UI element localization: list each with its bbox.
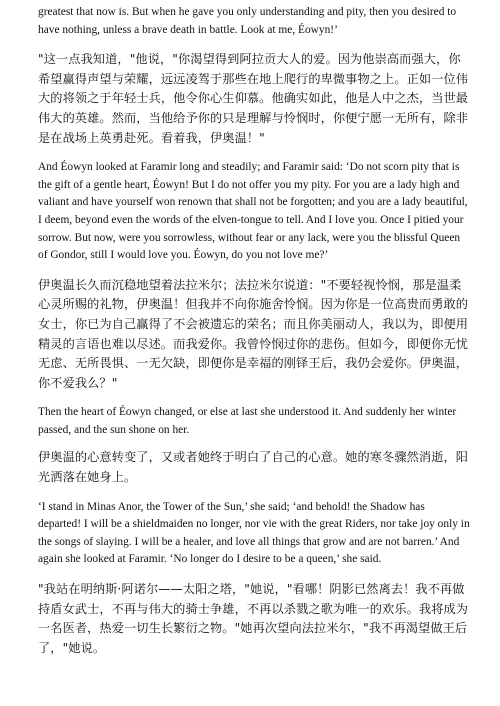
paragraph-en-1: greatest that now is. But when he gave you only understanding and pity, then you desired to have nothing, unless a brave death in battle. Look at me, Éowyn!’ bbox=[38, 6, 457, 36]
paragraph-en-3: Then the heart of Éowyn changed, or else at last she understood it. And suddenly her winter passed, and the sun shone on her. bbox=[38, 406, 457, 436]
paragraph-en-4: ‘I stand in Minas Anor, the Tower of the Sun,’ she said; ‘and behold! the Shadow has departed! I will be a shieldmaiden no longer, nor vie with the great Riders, nor take joy only in the songs of slaying. I will be a healer, and love all things that grow and are not barren.’ And again she looked at Faramir. ‘No longer do I desire to be a queen,’ she said. bbox=[38, 500, 470, 566]
paragraph-zh-2: 伊奥温长久而沉稳地望着法拉米尔；法拉米尔说道："不要轻视怜悯，那是温柔心灵所赐的礼物，伊奥温！但我并不向你施舍怜悯。因为你是一位高贵而勇敢的女士，你已为自己赢得了不会被遗忘的荣名；而且你美丽动人，我以为，即便用精灵的言语也难以尽述。而我爱你。我曾怜悯过你的悲伤。但如今，即便你无忧无虑、无所畏惧、一无欠缺，即便你是幸福的刚铎王后，我仍会爱你。伊奥温，你不爱我么？" bbox=[38, 277, 469, 390]
paragraph-zh-4: "我站在明纳斯·阿诺尔——太阳之塔，"她说，"看哪！阴影已然离去！我不再做持盾女武士，不再与伟大的骑士争雄，不再以杀戮之歌为唯一的欢乐。我将成为一名医者，热爱一切生长繁衍之物。"她再次望向法拉米尔，"我不再渴望做王后了，"她说。 bbox=[38, 582, 469, 655]
paragraph-en-2: And Éowyn looked at Faramir long and steadily; and Faramir said: ‘Do not scorn pity that is the gift of a gentle heart, Éowyn! But I do not offer you my pity. For you are a lady high and valiant and have yourself won renown that shall not be forgotten; and you are a lady beautiful, I deem, beyond even the words of the elven-tongue to tell. And I love you. Once I pitied your sorrow. But now, were you sorrowless, without fear or any lack, were you the blissful Queen of Gondor, still I would love you. Éowyn, do you not love me?’ bbox=[38, 161, 468, 262]
paragraph-zh-3: 伊奥温的心意转变了，又或者她终于明白了自己的心意。她的寒冬骤然消逝，阳光洒落在她身上。 bbox=[38, 450, 469, 485]
document-page bbox=[38, 4, 470, 658]
paragraph-zh-1: "这一点我知道，"他说，"你渴望得到阿拉贡大人的爱。因为他崇高而强大，你希望赢得声望与荣耀，远远凌驾于那些在地上爬行的卑微事物之上。正如一位伟大的将领之于年轻士兵，他令你心生仰慕。他确实如此，他是人中之杰，当世最伟大的英雄。然而，当他给予你的只是理解与怜悯时，你便宁愿一无所有，除非是在战场上英勇赴死。看着我，伊奥温！" bbox=[38, 52, 469, 145]
